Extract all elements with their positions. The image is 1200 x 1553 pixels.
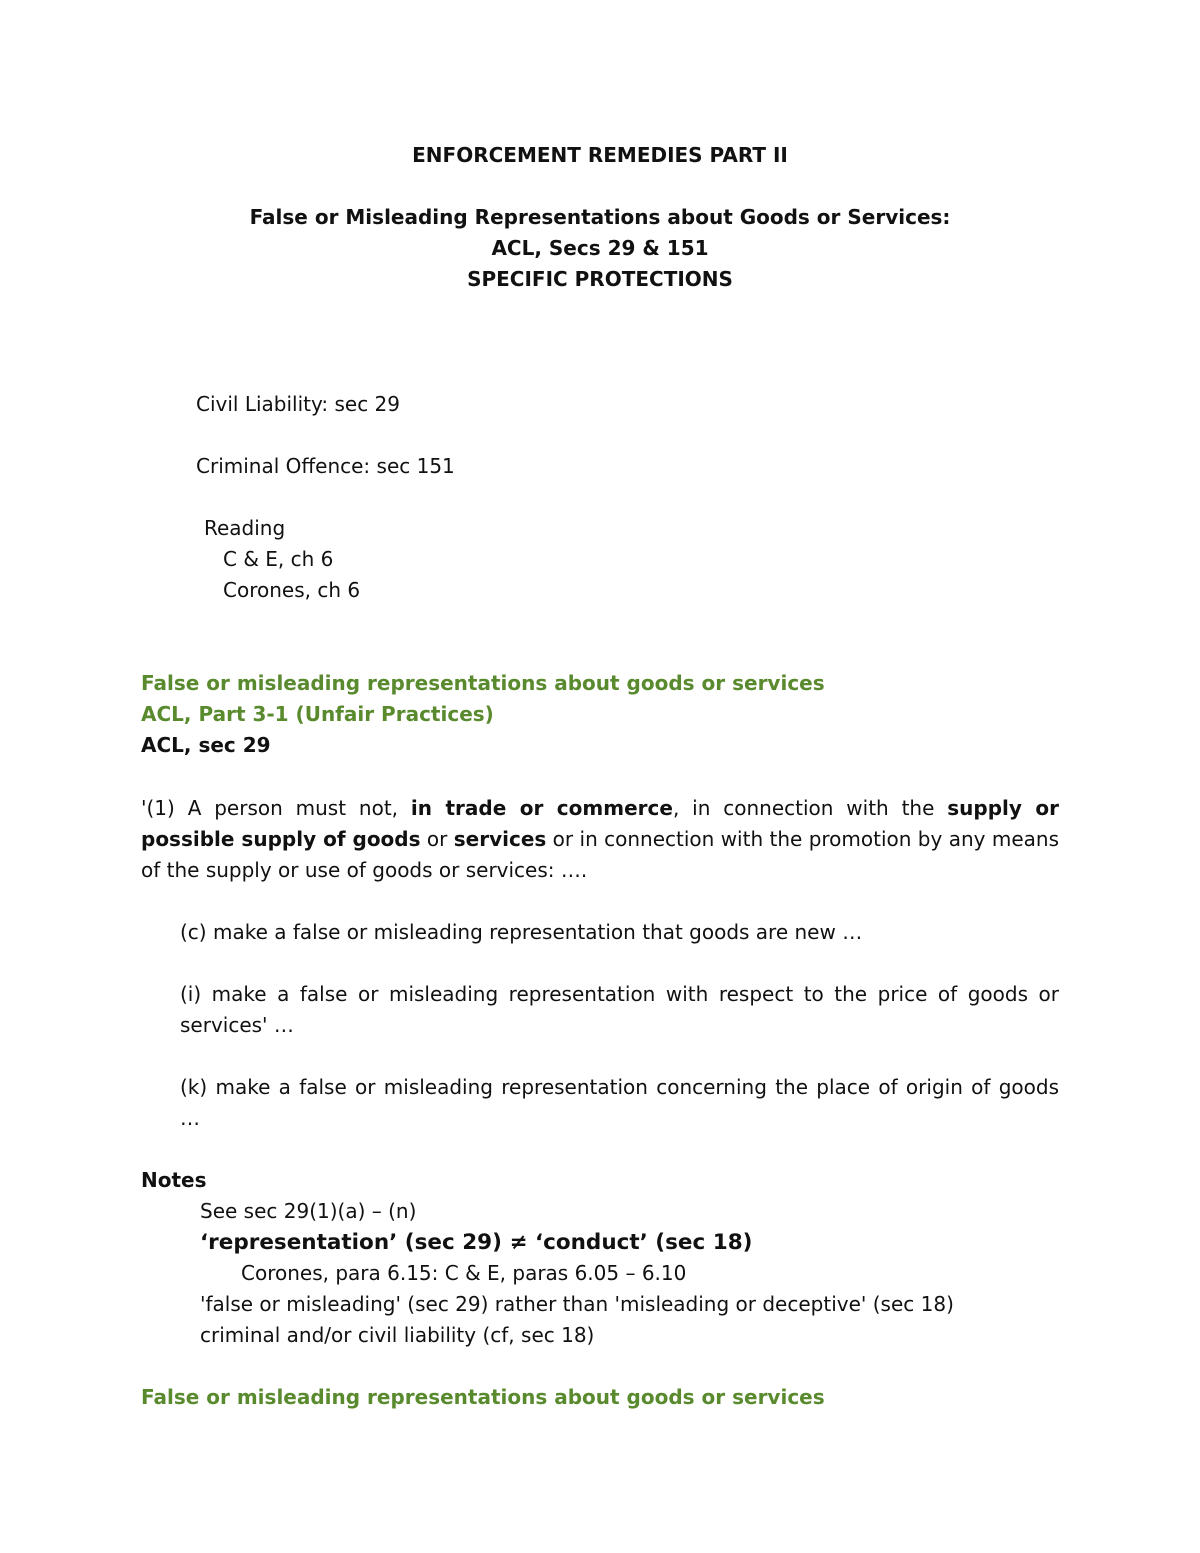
note-item: criminal and/or civil liability (cf, sec 18) xyxy=(200,1323,595,1347)
note-item-emphasis: ‘representation’ (sec 29) ≠ ‘conduct’ (sec 18) xyxy=(200,1230,753,1255)
clause-text: , in connection with the xyxy=(672,796,948,820)
document-title: ENFORCEMENT REMEDIES PART II xyxy=(412,143,788,167)
clause-paragraph xyxy=(141,793,1059,886)
subtitle-line-1: False or Misleading Representations about Goods or Services: xyxy=(249,205,951,229)
clause-text: '(1) A person must not, xyxy=(141,796,411,820)
clause-text: or in connection with the promotion by any means of the supply or use of goods or services: …. xyxy=(141,827,1059,882)
subtitle-line-3: SPECIFIC PROTECTIONS xyxy=(467,267,733,291)
reading-label: Reading xyxy=(204,516,286,540)
clause-emphasis: supply or possible supply of goods xyxy=(141,796,1060,851)
clause-emphasis: in trade or commerce xyxy=(410,796,673,820)
clause-item-i: (i) make a false or misleading representation with respect to the price of goods or services' … xyxy=(180,982,1059,1037)
clause-emphasis: services xyxy=(453,827,547,851)
section-reference: ACL, sec 29 xyxy=(141,733,271,757)
note-item: 'false or misleading' (sec 29) rather than 'misleading or deceptive' (sec 18) xyxy=(200,1292,954,1316)
section-subheading: ACL, Part 3-1 (Unfair Practices) xyxy=(141,702,494,726)
subtitle-line-2: ACL, Secs 29 & 151 xyxy=(491,236,709,260)
section-heading: False or misleading representations about goods or services xyxy=(141,1385,825,1409)
notes-heading: Notes xyxy=(141,1168,207,1192)
section-heading: False or misleading representations about goods or services xyxy=(141,671,825,695)
reading-item: C & E, ch 6 xyxy=(223,547,334,571)
clause-item-c: (c) make a false or misleading representation that goods are new … xyxy=(180,920,863,944)
note-item: See sec 29(1)(a) – (n) xyxy=(200,1199,417,1223)
note-subitem: Corones, para 6.15: C & E, paras 6.05 – 6.10 xyxy=(241,1261,687,1285)
reading-item: Corones, ch 6 xyxy=(223,578,361,602)
civil-liability-line: Civil Liability: sec 29 xyxy=(196,392,400,416)
criminal-offence-line: Criminal Offence: sec 151 xyxy=(196,454,455,478)
clause-item-k: (k) make a false or misleading representation concerning the place of origin of goods … xyxy=(180,1075,1059,1130)
clause-text: or xyxy=(420,827,454,851)
